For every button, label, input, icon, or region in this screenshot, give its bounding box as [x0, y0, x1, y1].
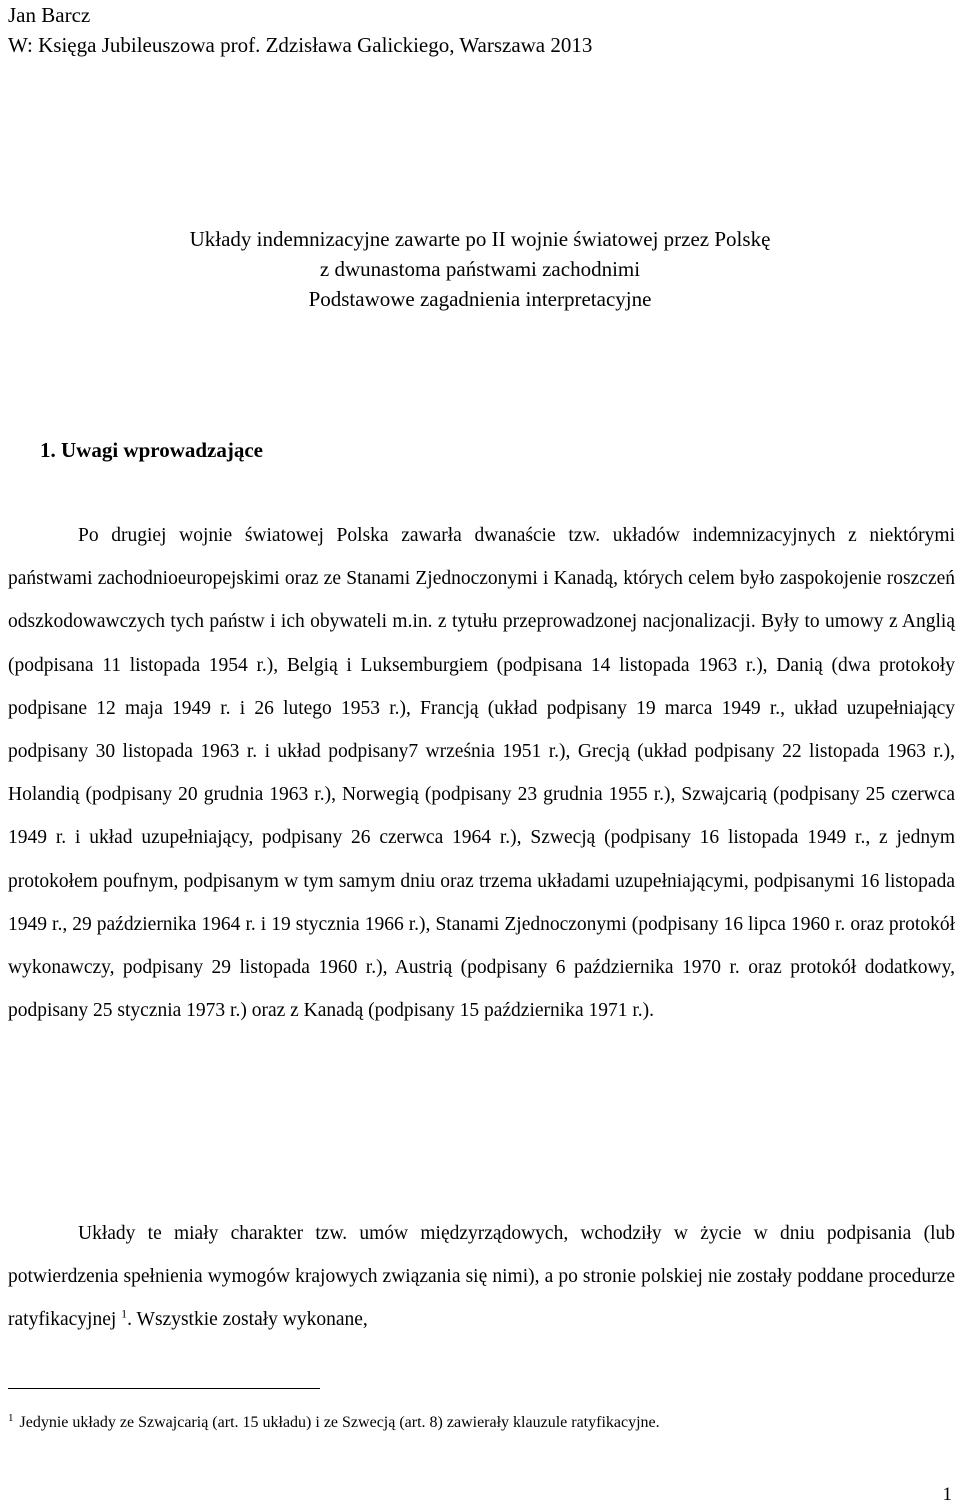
paragraph-2-text: Układy te miały charakter tzw. umów międzyrządowych, wchodziły w życie w dniu podpisania (lub potwierdzenia spełnienia wymogów krajowych związania się nimi), a po stronie polskiej nie zostały poddane procedurze ratyfikacyjnej	[8, 1223, 955, 1331]
paragraph-2-block	[8, 1212, 955, 1342]
footnote	[8, 1412, 660, 1434]
page-number: 1	[942, 1484, 952, 1505]
document-header	[8, 0, 592, 60]
paragraph-2	[8, 1212, 955, 1342]
footnote-number: 1	[8, 1411, 14, 1424]
title-line-2: z dwunastoma państwami zachodnimi	[319, 257, 641, 281]
section-heading: 1. Uwagi wprowadzające	[40, 438, 264, 462]
footnote-text: Jedynie układy ze Szwajcarią (art. 15 układu) i ze Szwecją (art. 8) zawierały klauzule ratyfikacyjne.	[19, 1414, 660, 1431]
author-name: Jan Barcz	[8, 3, 91, 27]
title-line-3: Podstawowe zagadnienia interpretacyjne	[308, 287, 652, 311]
paragraph-1: Po drugiej wojnie światowej Polska zawarła dwanaście tzw. układów indemnizacyjnych z niektórymi państwami zachodnioeuropejskimi oraz ze Stanami Zjednoczonymi i Kanadą, których celem było zaspokojenie roszczeń odszkodowawczych tych państw i ich obywateli m.in. z tytułu przeprowadzonej nacjonalizacji. Były to umowy z Anglią (podpisana 11 listopada 1954 r.), Belgią i Luksemburgiem (podpisana 14 listopada 1963 r.), Danią (dwa protokoły podpisane 12 maja 1949 r. i 26 lutego 1953 r.), Francją (układ podpisany 19 marca 1949 r., układ uzupełniający podpisany 30 listopada 1963 r. i układ podpisany7 września 1951 r.), Grecją (układ podpisany 22 listopada 1963 r.), Holandią (podpisany 20 grudnia 1963 r.), Norwegią (podpisany 23 grudnia 1955 r.), Szwajcarią (podpisany 25 czerwca 1949 r. i układ uzupełniający, podpisany 26 czerwca 1964 r.), Szwecją (podpisany 16 listopada 1949 r., z jednym protokołem poufnym, podpisanym w tym samym dniu oraz trzema układami uzupełniającymi, podpisanymi 16 listopada 1949 r., 29 października 1964 r. i 19 stycznia 1966 r.), Stanami Zjednoczonymi (podpisany 16 lipca 1960 r. oraz protokół wykonawczy, podpisany 29 listopada 1960 r.), Austrią (podpisany 6 października 1970 r. oraz protokół dodatkowy, podpisany 25 stycznia 1973 r.) oraz z Kanadą (podpisany 15 października 1971 r.).	[8, 525, 955, 1022]
title-line-1: Układy indemnizacyjne zawarte po II wojnie światowej przez Polskę	[189, 227, 771, 251]
publication-source: W: Księga Jubileuszowa prof. Zdzisława Galickiego, Warszawa 2013	[8, 33, 593, 57]
paragraph-1-block	[8, 514, 955, 1032]
document-title	[0, 224, 960, 314]
footnote-separator	[8, 1388, 320, 1389]
paragraph-2-text-end: . Wszystkie zostały wykonane,	[127, 1309, 368, 1331]
footnote-reference[interactable]: 1	[121, 1306, 128, 1321]
